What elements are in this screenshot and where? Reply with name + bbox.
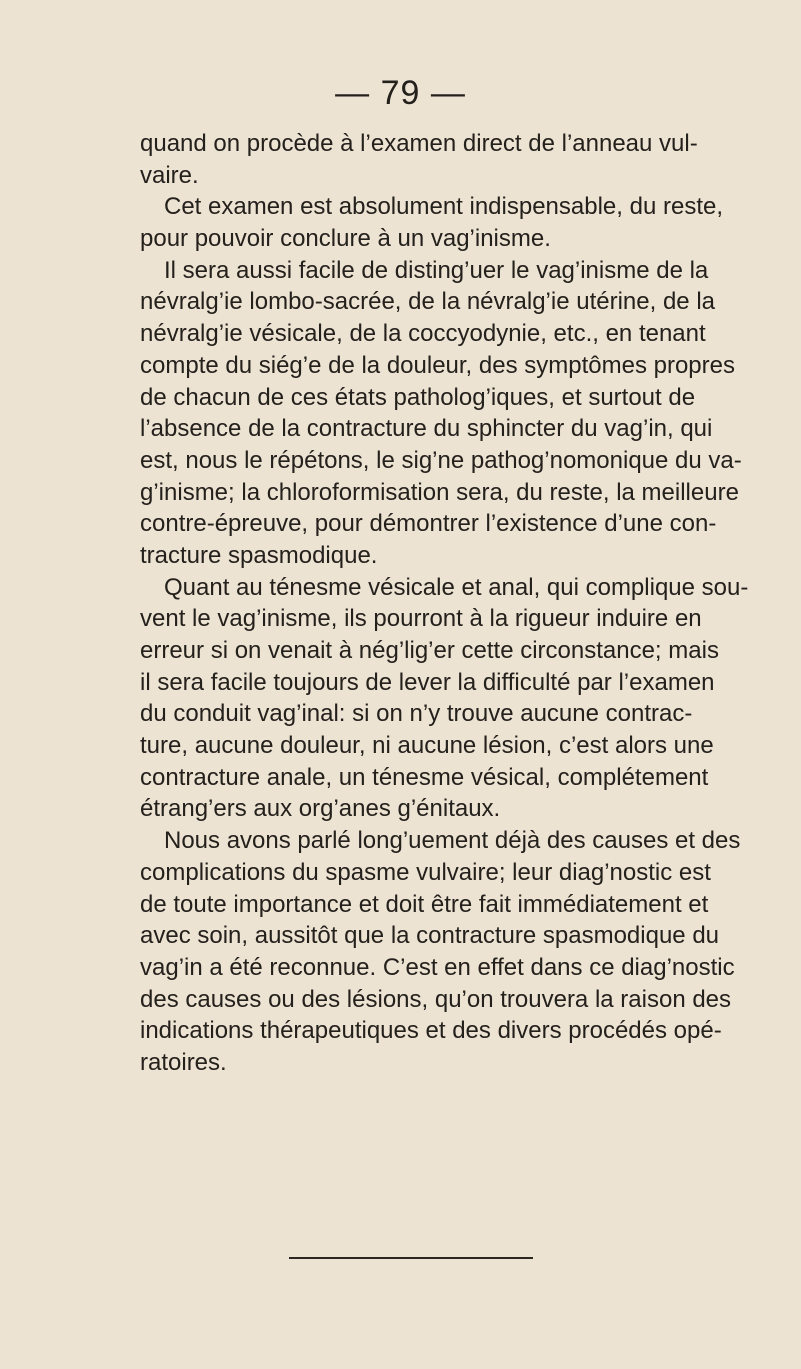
text-line: du conduit vag’inal: si on n’y trouve aucune contrac-: [140, 700, 693, 728]
text-line: névralg’ie vésicale, de la coccyodynie, etc., en tenant: [140, 320, 706, 348]
text-line: Nous avons parlé long’uement déjà des causes et des: [164, 827, 741, 855]
text-line: Quant au ténesme vésicale et anal, qui complique sou-: [164, 573, 749, 601]
text-line: pour pouvoir conclure à un vag’inisme.: [140, 225, 551, 253]
text-line: vent le vag’inisme, ils pourront à la rigueur induire en: [140, 605, 702, 633]
text-line: indications thérapeutiques et des divers procédés opé-: [140, 1017, 722, 1045]
text-line: compte du siég’e de la douleur, des symptômes propres: [140, 351, 735, 379]
text-line: étrang’ers aux org’anes g’énitaux.: [140, 795, 501, 823]
text-line: névralg’ie lombo-sacrée, de la névralg’ie utérine, de la: [140, 288, 715, 316]
text-line: quand on procède à l’examen direct de l’anneau vul-: [140, 130, 698, 157]
text-line: il sera facile toujours de lever la difficulté par l’examen: [140, 668, 715, 696]
text-line: ture, aucune douleur, ni aucune lésion, c’est alors une: [140, 732, 714, 760]
text-line: est, nous le répétons, le sig’ne pathog’nomonique du va-: [140, 446, 742, 474]
text-line: de toute importance et doit être fait immédiatement et: [140, 890, 709, 918]
text-line: Cet examen est absolument indispensable, du reste,: [164, 193, 723, 221]
section-divider: [289, 1257, 533, 1259]
page-number: — 79 —: [335, 74, 466, 112]
text-line: g’inisme; la chloroformisation sera, du reste, la meilleure: [140, 478, 739, 506]
text-line: tracture spasmodique.: [140, 541, 378, 569]
text-line: de chacun de ces états patholog’iques, et surtout de: [140, 383, 696, 411]
text-line: complications du spasme vulvaire; leur diag’nostic est: [140, 858, 711, 886]
text-line: avec soin, aussitôt que la contracture spasmodique du: [140, 922, 720, 950]
text-line: vaire.: [140, 161, 199, 189]
text-line: erreur si on venait à nég’lig’er cette circonstance; mais: [140, 637, 719, 664]
text-line: Il sera aussi facile de disting’uer le vag’inisme de la: [164, 256, 709, 284]
text-line: l’absence de la contracture du sphincter du vag’in, qui: [140, 415, 713, 443]
text-line: ratoires.: [140, 1048, 227, 1076]
text-line: contre-épreuve, pour démontrer l’existence d’une con-: [140, 510, 717, 538]
text-line: des causes ou des lésions, qu’on trouvera la raison des: [140, 985, 732, 1013]
body-text: [140, 128, 749, 1079]
text-line: vag’in a été reconnue. C’est en effet dans ce diag’nostic: [140, 953, 735, 981]
text-line: contracture anale, un ténesme vésical, complétement: [140, 763, 709, 791]
